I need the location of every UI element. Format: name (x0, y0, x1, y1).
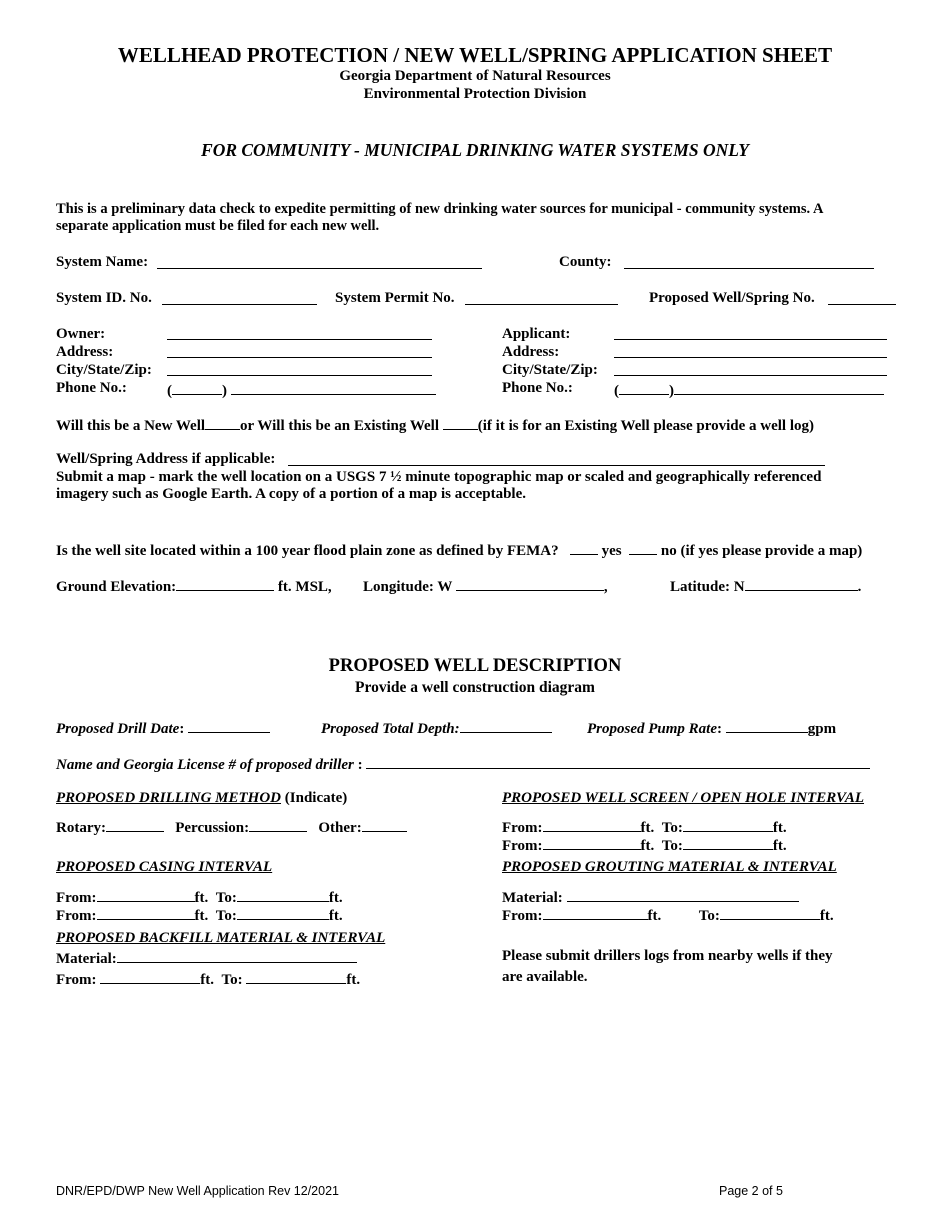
existing-well-blank[interactable] (443, 415, 478, 430)
applicant-city-field[interactable] (614, 361, 887, 381)
screen-row-2: From: ft. To: ft. (502, 835, 787, 855)
driller-row: Name and Georgia License # of proposed driller : (56, 754, 870, 774)
applicant-phone-field[interactable]: ( ) (614, 380, 884, 400)
latitude-row: Latitude: N . (670, 576, 861, 596)
owner-field[interactable] (167, 325, 432, 345)
driller-logs-note-line-2: are available. (502, 969, 588, 985)
applicant-field[interactable] (614, 325, 887, 345)
new-well-blank[interactable] (205, 415, 240, 430)
latitude-field[interactable] (745, 576, 858, 591)
applicant-label: Applicant: (502, 326, 571, 342)
backfill-material-field[interactable] (117, 948, 357, 963)
percussion-field[interactable] (249, 817, 307, 832)
proposed-well-subheading: Provide a well construction diagram (355, 679, 595, 696)
total-depth-row: Proposed Total Depth: (321, 718, 552, 738)
owner-address-field[interactable] (167, 343, 432, 363)
rotary-field[interactable] (106, 817, 164, 832)
county-label: County: (559, 254, 612, 270)
pump-rate-field[interactable] (726, 718, 808, 733)
grouting-interval-row: From: ft. To: ft. (502, 905, 834, 925)
page-subtitle: FOR COMMUNITY - MUNICIPAL DRINKING WATER SYSTEMS ONLY (201, 140, 749, 160)
casing-interval-heading: PROPOSED CASING INTERVAL (56, 859, 273, 875)
applicant-address-field[interactable] (614, 343, 887, 363)
screen-from-1[interactable] (543, 817, 641, 832)
well-address-label: Well/Spring Address if applicable: (56, 451, 276, 467)
system-name-field[interactable] (157, 254, 482, 274)
grouting-from-field[interactable] (543, 905, 648, 920)
well-type-question: Will this be a New Well or Will this be an Existing Well (if it is for an Existing Well please provide a well log) (56, 415, 814, 435)
casing-to-1[interactable] (237, 887, 329, 902)
division-name: Environmental Protection Division (363, 86, 587, 102)
flood-no-blank[interactable] (629, 540, 657, 555)
owner-label: Owner: (56, 326, 106, 342)
ground-elevation-field[interactable] (176, 576, 274, 591)
well-address-field[interactable] (288, 451, 825, 471)
backfill-from-field[interactable] (100, 969, 200, 984)
intro-line-1: This is a preliminary data check to expedite permitting of new drinking water sources for municipal - community systems. A (56, 201, 824, 217)
owner-phone-label: Phone No.: (56, 380, 127, 396)
backfill-material-row: Material: (56, 948, 357, 968)
drilling-method-heading: PROPOSED DRILLING METHOD (Indicate) (56, 790, 348, 806)
flood-yes-blank[interactable] (570, 540, 598, 555)
total-depth-field[interactable] (460, 718, 552, 733)
screen-row-1: From: ft. To: ft. (502, 817, 787, 837)
longitude-field[interactable] (456, 576, 604, 591)
grouting-material-row: Material: (502, 887, 799, 907)
map-instructions-line-1: Submit a map - mark the well location on a USGS 7 ½ minute topographic map or scaled and geographically referenced (56, 469, 822, 485)
drill-date-row: Proposed Drill Date: (56, 718, 270, 738)
pump-rate-row: Proposed Pump Rate: gpm (587, 718, 836, 738)
proposed-well-heading: PROPOSED WELL DESCRIPTION (328, 656, 622, 676)
owner-phone-field[interactable]: ( ) (167, 380, 436, 400)
drill-date-field[interactable] (188, 718, 270, 733)
grouting-to-field[interactable] (720, 905, 820, 920)
driller-logs-note-line-1: Please submit drillers logs from nearby wells if they (502, 948, 833, 964)
owner-city-label: City/State/Zip: (56, 362, 152, 378)
casing-from-2[interactable] (97, 905, 195, 920)
casing-from-1[interactable] (97, 887, 195, 902)
applicant-city-label: City/State/Zip: (502, 362, 598, 378)
ground-elevation-row: Ground Elevation: ft. MSL, (56, 576, 332, 596)
system-id-label: System ID. No. (56, 290, 152, 306)
proposed-well-no-label: Proposed Well/Spring No. (649, 290, 815, 306)
other-method-field[interactable] (362, 817, 407, 832)
backfill-to-field[interactable] (246, 969, 346, 984)
driller-field[interactable] (366, 754, 870, 769)
owner-address-label: Address: (56, 344, 114, 360)
backfill-interval-row: From: ft. To: ft. (56, 969, 360, 989)
applicant-address-label: Address: (502, 344, 560, 360)
casing-to-2[interactable] (237, 905, 329, 920)
page-title: WELLHEAD PROTECTION / NEW WELL/SPRING APPLICATION SHEET (117, 43, 833, 67)
system-id-field[interactable] (162, 290, 317, 310)
drilling-method-row: Rotary: Percussion: Other: (56, 817, 407, 837)
applicant-phone-label: Phone No.: (502, 380, 573, 396)
intro-line-2: separate application must be filed for each new well. (56, 218, 380, 234)
system-permit-label: System Permit No. (335, 290, 455, 306)
grouting-heading: PROPOSED GROUTING MATERIAL & INTERVAL (502, 859, 837, 875)
longitude-row: Longitude: W , (363, 576, 608, 596)
county-field[interactable] (624, 254, 874, 274)
well-screen-heading: PROPOSED WELL SCREEN / OPEN HOLE INTERVAL (502, 790, 865, 806)
footer-revision: DNR/EPD/DWP New Well Application Rev 12/2021 (56, 1184, 339, 1198)
casing-row-1: From: ft. To: ft. (56, 887, 343, 907)
owner-city-field[interactable] (167, 361, 432, 381)
proposed-well-no-field[interactable] (828, 290, 896, 310)
casing-row-2: From: ft. To: ft. (56, 905, 343, 925)
screen-to-2[interactable] (683, 835, 773, 850)
map-instructions-line-2: imagery such as Google Earth. A copy of a portion of a map is acceptable. (56, 486, 526, 502)
grouting-material-field[interactable] (567, 887, 799, 902)
footer-page-number: Page 2 of 5 (719, 1184, 783, 1198)
screen-from-2[interactable] (543, 835, 641, 850)
system-permit-field[interactable] (465, 290, 618, 310)
department-name: Georgia Department of Natural Resources (339, 68, 611, 84)
backfill-heading: PROPOSED BACKFILL MATERIAL & INTERVAL (56, 930, 386, 946)
screen-to-1[interactable] (683, 817, 773, 832)
system-name-label: System Name: (56, 254, 149, 270)
flood-plain-question: Is the well site located within a 100 year flood plain zone as defined by FEMA? yes no (if yes please provide a map) (56, 540, 862, 560)
